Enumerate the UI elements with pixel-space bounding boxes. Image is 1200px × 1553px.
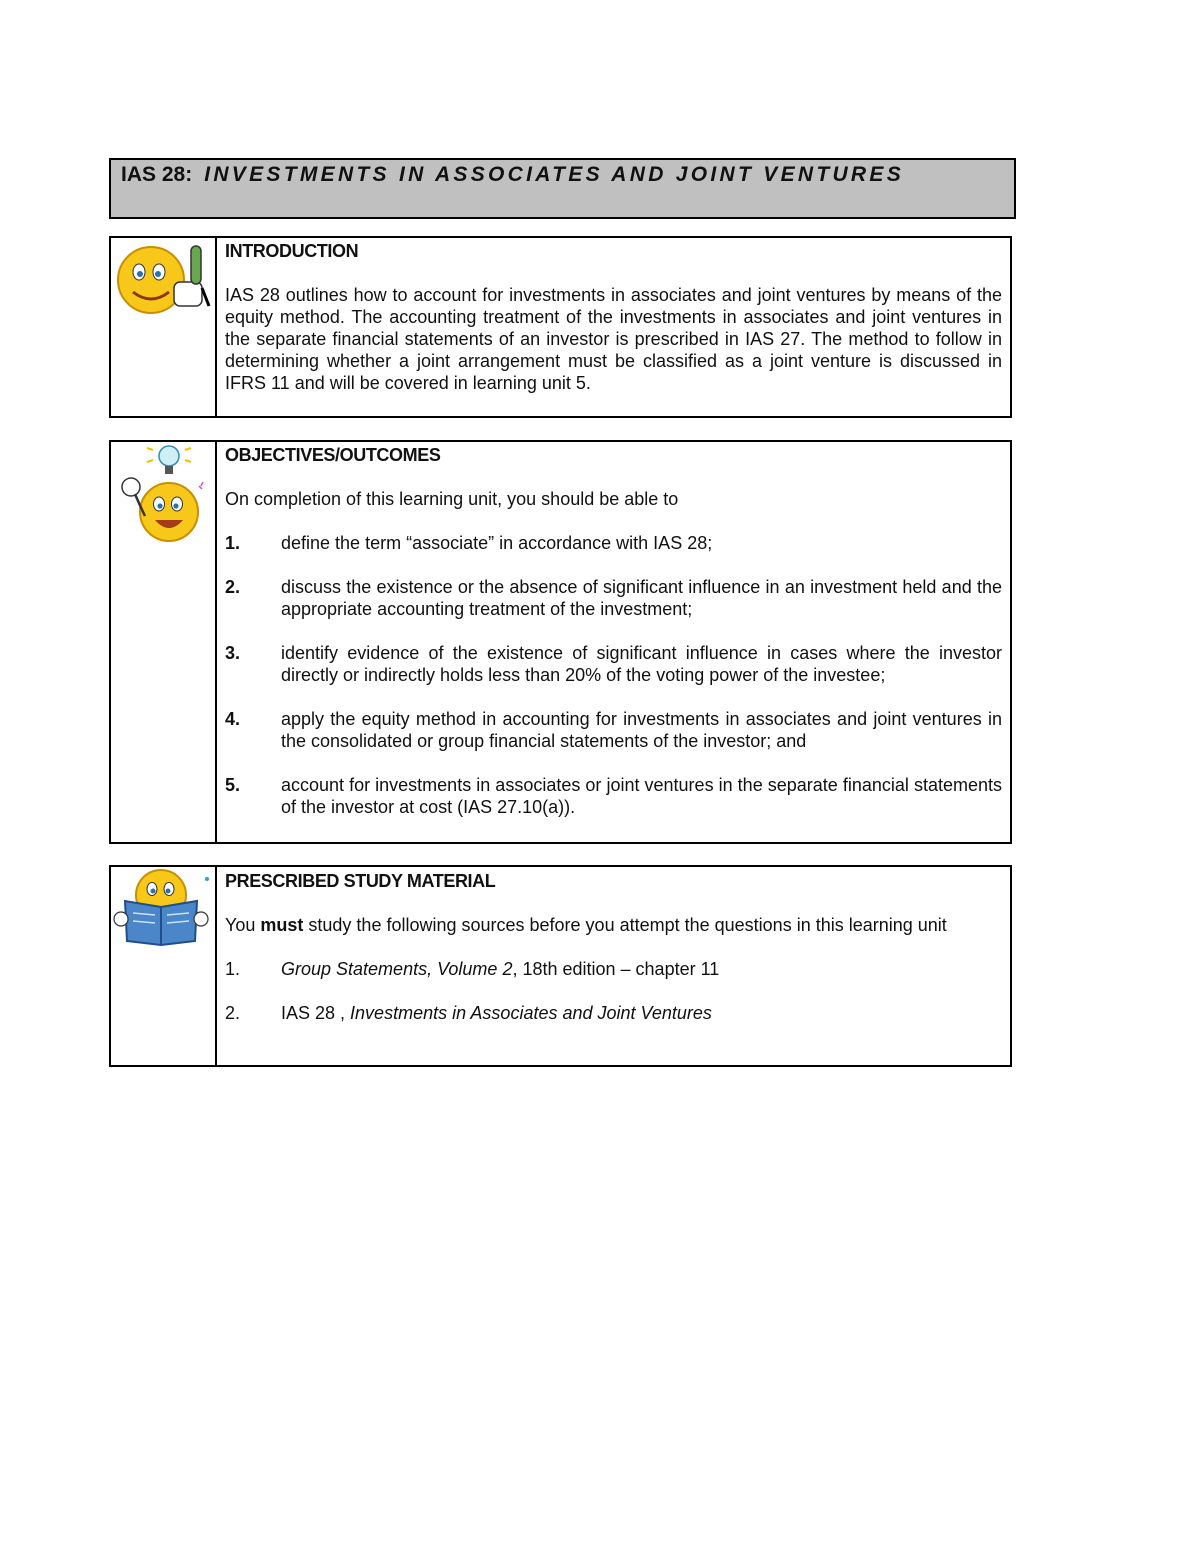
objective-item <box>225 708 1002 752</box>
objective-item <box>225 642 1002 686</box>
study-material-panel <box>109 865 1012 1067</box>
standard-subject: INVESTMENTS IN ASSOCIATES AND JOINT VENTURES <box>204 163 905 186</box>
objective-number: 1. <box>225 533 241 553</box>
objectives-icon-cell <box>111 442 217 842</box>
objective-text: account for investments in associates or joint ventures in the separate financial statements of the investor at cost (IAS 27.10(a)). <box>281 775 1002 817</box>
title-bar <box>109 158 1016 219</box>
source-number: 2. <box>225 1003 241 1023</box>
source-number: 1. <box>225 959 241 979</box>
introduction-icon-cell <box>111 238 217 416</box>
source-title: Group Statements, Volume 2 <box>281 959 513 979</box>
source-details: , 18th edition – chapter 11 <box>512 959 720 979</box>
introduction-panel <box>109 236 1012 418</box>
study-material-lead <box>225 914 1002 936</box>
objective-text: discuss the existence or the absence of significant influence in an investment held and the appropriate accounting treatment of the investment; <box>281 577 1002 619</box>
source-title: Investments in Associates and Joint Ventures <box>350 1003 712 1023</box>
study-source-item <box>225 1002 1002 1024</box>
study-source-item <box>225 958 1002 980</box>
objective-number: 4. <box>225 709 241 729</box>
objective-number: 2. <box>225 577 241 597</box>
objectives-content <box>225 442 1002 818</box>
objectives-lead: On completion of this learning unit, you should be able to <box>225 489 679 509</box>
objective-text: apply the equity method in accounting for investments in associates and joint ventures in the consolidated or group financial statements of the investor; and <box>281 709 1002 751</box>
introduction-content <box>225 238 1002 394</box>
reading-smiley-icon <box>111 867 211 947</box>
introduction-body: IAS 28 outlines how to account for investments in associates and joint ventures by means of the equity method. The accounting treatment of the investments in associates and joint ventures in the separate financial statements of an investor is prescribed in IAS 27. The method to follow in determining whether a joint arrangement must be classified as a joint venture is discussed in IFRS 11 and will be covered in learning unit 5. <box>225 285 1002 393</box>
objective-item <box>225 576 1002 620</box>
objective-item <box>225 774 1002 818</box>
thumbs-up-smiley-icon <box>111 238 211 328</box>
page-title <box>121 162 904 188</box>
objective-text: define the term “associate” in accordance with IAS 28; <box>281 533 713 553</box>
study-material-content <box>225 867 1002 1024</box>
lead-text-start: You <box>225 915 261 935</box>
study-material-heading: PRESCRIBED STUDY MATERIAL <box>225 871 496 891</box>
lightbulb-smiley-icon <box>111 442 211 552</box>
study-material-icon-cell <box>111 867 217 1065</box>
introduction-heading: INTRODUCTION <box>225 241 359 261</box>
standard-code: IAS 28: <box>121 163 193 186</box>
objectives-heading: OBJECTIVES/OUTCOMES <box>225 445 441 465</box>
objective-text: identify evidence of the existence of significant influence in cases where the investor directly or indirectly holds less than 20% of the voting power of the investee; <box>281 643 1002 685</box>
source-prefix: IAS 28 , <box>281 1003 351 1023</box>
objectives-panel <box>109 440 1012 844</box>
objective-item <box>225 532 1002 554</box>
objective-number: 3. <box>225 643 241 663</box>
lead-text-end: study the following sources before you attempt the questions in this learning unit <box>303 915 947 935</box>
objective-number: 5. <box>225 775 241 795</box>
lead-emphasis: must <box>260 915 304 935</box>
